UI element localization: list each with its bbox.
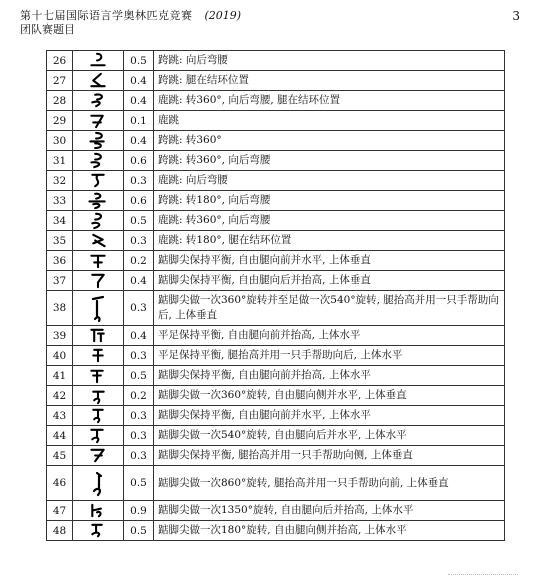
row-score: 0.4 <box>124 271 154 291</box>
row-number: 38 <box>47 291 73 326</box>
row-number: 30 <box>47 131 73 151</box>
table-row <box>47 171 505 191</box>
row-score: 0.4 <box>124 131 154 151</box>
dance-notation-symbol <box>73 271 124 291</box>
dance-notation-symbol <box>73 151 124 171</box>
row-description: 踮脚尖做一次540°旋转, 自由腿向后并水平, 上体水平 <box>154 426 505 446</box>
row-description: 鹿跳: 转360°, 向后弯腰 <box>154 211 505 231</box>
dance-notation-symbol <box>73 521 124 541</box>
row-description: 跨跳: 向后弯腰 <box>154 51 505 71</box>
row-description: 踮脚尖做一次360°旋转, 自由腿向侧并水平, 上体垂直 <box>154 386 505 406</box>
notation-table <box>46 50 505 541</box>
row-score: 0.3 <box>124 446 154 466</box>
table-row <box>47 501 505 521</box>
dance-notation-symbol <box>73 326 124 346</box>
notation-table-body <box>47 51 505 541</box>
competition-title: 第十七届国际语言学奥林匹克竞赛 <box>20 9 193 22</box>
row-number: 34 <box>47 211 73 231</box>
row-description: 跨跳: 转360°, 向后弯腰 <box>154 151 505 171</box>
table-row <box>47 231 505 251</box>
row-number: 44 <box>47 426 73 446</box>
row-number: 26 <box>47 51 73 71</box>
dance-notation-symbol <box>73 231 124 251</box>
table-row <box>47 251 505 271</box>
row-score: 0.5 <box>124 51 154 71</box>
dance-notation-symbol <box>73 501 124 521</box>
row-description: 鹿跳: 向后弯腰 <box>154 171 505 191</box>
table-row <box>47 466 505 501</box>
section-subtitle: 团队赛题目 <box>20 23 75 36</box>
row-number: 33 <box>47 191 73 211</box>
row-description: 踮脚尖做一次860°旋转, 腿抬高并用一只手帮助向前, 上体垂直 <box>154 466 505 501</box>
table-row <box>47 366 505 386</box>
row-description: 鹿跳 <box>154 111 505 131</box>
footer-dotted-line <box>448 574 518 578</box>
table-row <box>47 131 505 151</box>
row-number: 40 <box>47 346 73 366</box>
table-row <box>47 386 505 406</box>
table-row <box>47 346 505 366</box>
row-number: 47 <box>47 501 73 521</box>
row-description: 踮脚尖保持平衡, 自由腿向前并水平, 上体水平 <box>154 406 505 426</box>
row-description: 平足保持平衡, 自由腿向前并抬高, 上体水平 <box>154 326 505 346</box>
row-number: 31 <box>47 151 73 171</box>
dance-notation-symbol <box>73 426 124 446</box>
row-score: 0.3 <box>124 426 154 446</box>
dance-notation-symbol <box>73 131 124 151</box>
table-row <box>47 71 505 91</box>
row-description: 跨跳: 转180°, 向后弯腰 <box>154 191 505 211</box>
row-score: 0.9 <box>124 501 154 521</box>
page-number: 3 <box>512 9 520 23</box>
row-score: 0.6 <box>124 191 154 211</box>
table-row <box>47 406 505 426</box>
row-score: 0.5 <box>124 211 154 231</box>
table-row <box>47 291 505 326</box>
row-description: 平足保持平衡, 腿抬高并用一只手帮助向后, 上体水平 <box>154 346 505 366</box>
row-description: 踮脚尖保持平衡, 自由腿向后并抬高, 上体垂直 <box>154 271 505 291</box>
table-row <box>47 51 505 71</box>
dance-notation-symbol <box>73 466 124 501</box>
row-score: 0.6 <box>124 151 154 171</box>
row-number: 41 <box>47 366 73 386</box>
row-description: 踮脚尖做一次180°旋转, 自由腿向侧并抬高, 上体水平 <box>154 521 505 541</box>
dance-notation-symbol <box>73 111 124 131</box>
table-row <box>47 521 505 541</box>
row-description: 鹿跳: 转180°, 腿在结环位置 <box>154 231 505 251</box>
row-number: 48 <box>47 521 73 541</box>
dance-notation-symbol <box>73 211 124 231</box>
row-score: 0.2 <box>124 386 154 406</box>
row-number: 36 <box>47 251 73 271</box>
row-number: 27 <box>47 71 73 91</box>
competition-year: (2019) <box>204 9 242 22</box>
row-score: 0.5 <box>124 521 154 541</box>
row-description: 鹿跳: 转360°, 向后弯腰, 腿在结环位置 <box>154 91 505 111</box>
dance-notation-symbol <box>73 251 124 271</box>
dance-notation-symbol <box>73 366 124 386</box>
row-number: 28 <box>47 91 73 111</box>
row-description: 踮脚尖保持平衡, 自由腿向前并抬高, 上体水平 <box>154 366 505 386</box>
row-number: 46 <box>47 466 73 501</box>
table-row <box>47 191 505 211</box>
row-score: 0.3 <box>124 291 154 326</box>
row-score: 0.4 <box>124 326 154 346</box>
row-score: 0.4 <box>124 71 154 91</box>
row-description: 跨跳: 转360° <box>154 131 505 151</box>
row-score: 0.3 <box>124 171 154 191</box>
row-number: 43 <box>47 406 73 426</box>
table-row <box>47 111 505 131</box>
table-row <box>47 326 505 346</box>
dance-notation-symbol <box>73 291 124 326</box>
row-score: 0.1 <box>124 111 154 131</box>
page-header <box>20 9 520 37</box>
table-row <box>47 271 505 291</box>
dance-notation-symbol <box>73 71 124 91</box>
table-row <box>47 446 505 466</box>
row-description: 跨跳: 腿在结环位置 <box>154 71 505 91</box>
row-score: 0.3 <box>124 406 154 426</box>
row-description: 踮脚尖保持平衡, 腿抬高并用一只手帮助向侧, 上体垂直 <box>154 446 505 466</box>
row-number: 35 <box>47 231 73 251</box>
row-description: 踮脚尖做一次1350°旋转, 自由腿向后并抬高, 上体水平 <box>154 501 505 521</box>
row-description: 踮脚尖做一次360°旋转并至足做一次540°旋转, 腿抬高并用一只手帮助向后, 上体垂直 <box>154 291 505 326</box>
row-score: 0.5 <box>124 466 154 501</box>
dance-notation-symbol <box>73 91 124 111</box>
dance-notation-symbol <box>73 406 124 426</box>
table-row <box>47 151 505 171</box>
row-score: 0.4 <box>124 91 154 111</box>
notation-table-container <box>46 50 504 541</box>
row-number: 37 <box>47 271 73 291</box>
row-description: 踮脚尖保持平衡, 自由腿向前并水平, 上体垂直 <box>154 251 505 271</box>
row-number: 45 <box>47 446 73 466</box>
table-row <box>47 211 505 231</box>
row-number: 42 <box>47 386 73 406</box>
row-score: 0.3 <box>124 231 154 251</box>
dance-notation-symbol <box>73 346 124 366</box>
row-number: 29 <box>47 111 73 131</box>
dance-notation-symbol <box>73 51 124 71</box>
row-score: 0.3 <box>124 346 154 366</box>
dance-notation-symbol <box>73 171 124 191</box>
row-number: 39 <box>47 326 73 346</box>
row-number: 32 <box>47 171 73 191</box>
dance-notation-symbol <box>73 386 124 406</box>
dance-notation-symbol <box>73 446 124 466</box>
row-score: 0.2 <box>124 251 154 271</box>
dance-notation-symbol <box>73 191 124 211</box>
row-score: 0.5 <box>124 366 154 386</box>
table-row <box>47 91 505 111</box>
table-row <box>47 426 505 446</box>
